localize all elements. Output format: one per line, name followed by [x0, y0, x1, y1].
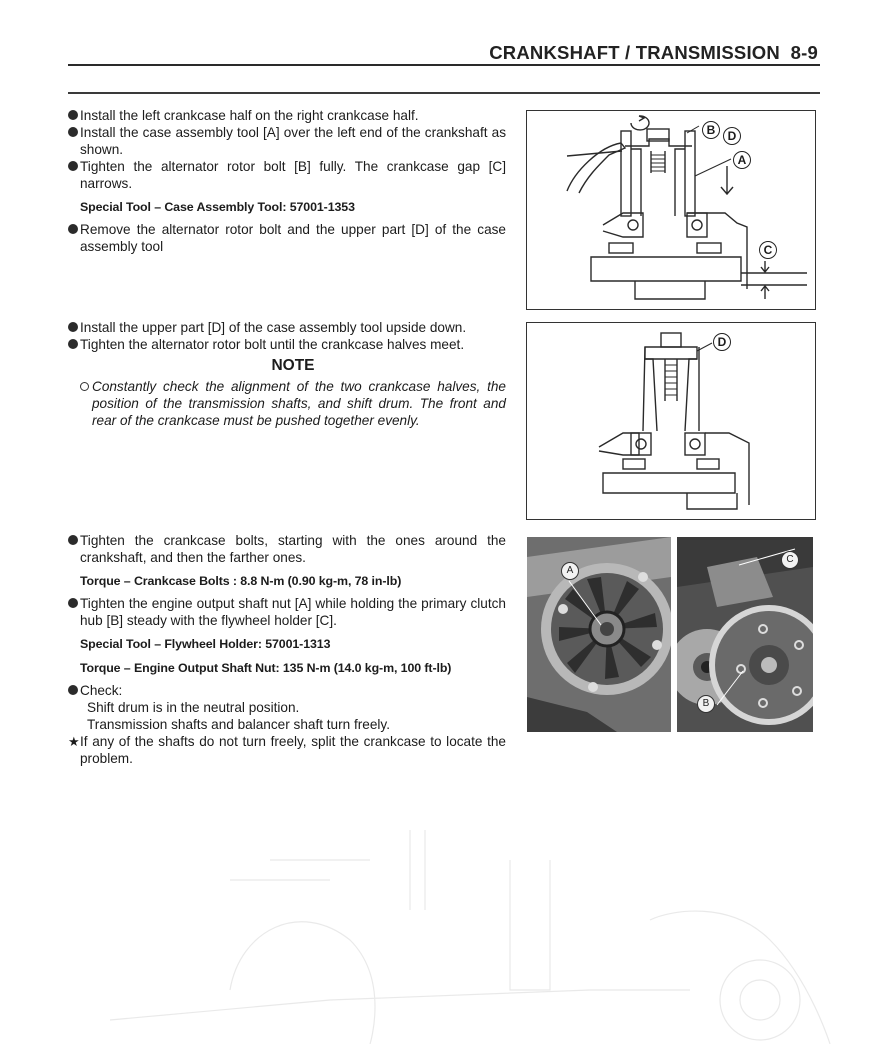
bullet-icon	[68, 339, 78, 349]
bullet-icon	[68, 535, 78, 545]
callout-d: D	[713, 333, 731, 351]
figure-case-assembly-tool	[526, 110, 816, 310]
step: Tighten the crankcase bolts, starting with the ones around the crankshaft, and then the farther ones.	[68, 532, 506, 566]
photo-flywheel-holder	[677, 537, 813, 732]
callout-a: A	[733, 151, 751, 169]
check-item: Transmission shafts and balancer shaft turn freely.	[87, 717, 390, 732]
bullet-icon	[68, 127, 78, 137]
note-heading: NOTE	[271, 357, 315, 374]
special-tool-spec: Special Tool – Flywheel Holder: 57001-1313	[80, 637, 331, 651]
section-upper-part	[68, 319, 506, 429]
torque-spec: Torque – Crankcase Bolts : 8.8 N-m (0.90 kg-m, 78 in-lb)	[80, 574, 402, 588]
step: Install the upper part [D] of the case assembly tool upside down.	[68, 319, 506, 336]
section-title: CRANKSHAFT / TRANSMISSION	[489, 42, 780, 63]
callout-c: C	[781, 551, 799, 569]
header-rule	[68, 64, 820, 66]
running-head	[489, 42, 818, 64]
step: Tighten the engine output shaft nut [A] while holding the primary clutch hub [B] steady with the flywheel holder [C].	[68, 595, 506, 629]
note-text: Constantly check the alignment of the two crankcase halves, the position of the transmission shafts, and shift drum. The front and rear of the crankcase must be pushed together evenly.	[68, 378, 506, 429]
step: Check:	[68, 682, 506, 699]
callout-b: B	[697, 695, 715, 713]
step: Tighten the alternator rotor bolt until the crankcase halves meet.	[68, 336, 506, 353]
bullet-icon	[68, 322, 78, 332]
step: Install the left crankcase half on the right crankcase half.	[68, 107, 506, 124]
photo-engine-output-nut	[527, 537, 671, 732]
bullet-icon	[68, 110, 78, 120]
bullet-icon	[68, 161, 78, 171]
step: Remove the alternator rotor bolt and the upper part [D] of the case assembly tool	[68, 221, 506, 255]
special-tool-spec: Special Tool – Case Assembly Tool: 57001-1353	[80, 200, 355, 214]
bullet-icon	[68, 685, 78, 695]
callout-c: C	[759, 241, 777, 259]
step: Install the case assembly tool [A] over the left end of the crankshaft as shown.	[68, 124, 506, 158]
bullet-icon	[68, 598, 78, 608]
header-rule-secondary	[68, 92, 820, 94]
section-case-assembly	[68, 107, 506, 255]
page-number: 8-9	[790, 42, 818, 63]
callout-a: A	[561, 562, 579, 580]
star-note: ★ If any of the shafts do not turn freely, split the crankcase to locate the problem.	[68, 734, 506, 766]
bullet-icon	[68, 224, 78, 234]
section-tighten-bolts	[68, 532, 506, 767]
callout-d: D	[723, 127, 741, 145]
bleed-through-illustration	[70, 790, 840, 1044]
callout-b: B	[702, 121, 720, 139]
star-icon: ★	[68, 734, 80, 749]
circle-bullet-icon	[80, 382, 89, 391]
torque-spec: Torque – Engine Output Shaft Nut: 135 N-m (14.0 kg-m, 100 ft-lb)	[80, 661, 452, 675]
step: Tighten the alternator rotor bolt [B] fully. The crankcase gap [C] narrows.	[68, 158, 506, 192]
check-item: Shift drum is in the neutral position.	[87, 700, 300, 715]
figure-upper-part-upside-down	[526, 322, 816, 520]
